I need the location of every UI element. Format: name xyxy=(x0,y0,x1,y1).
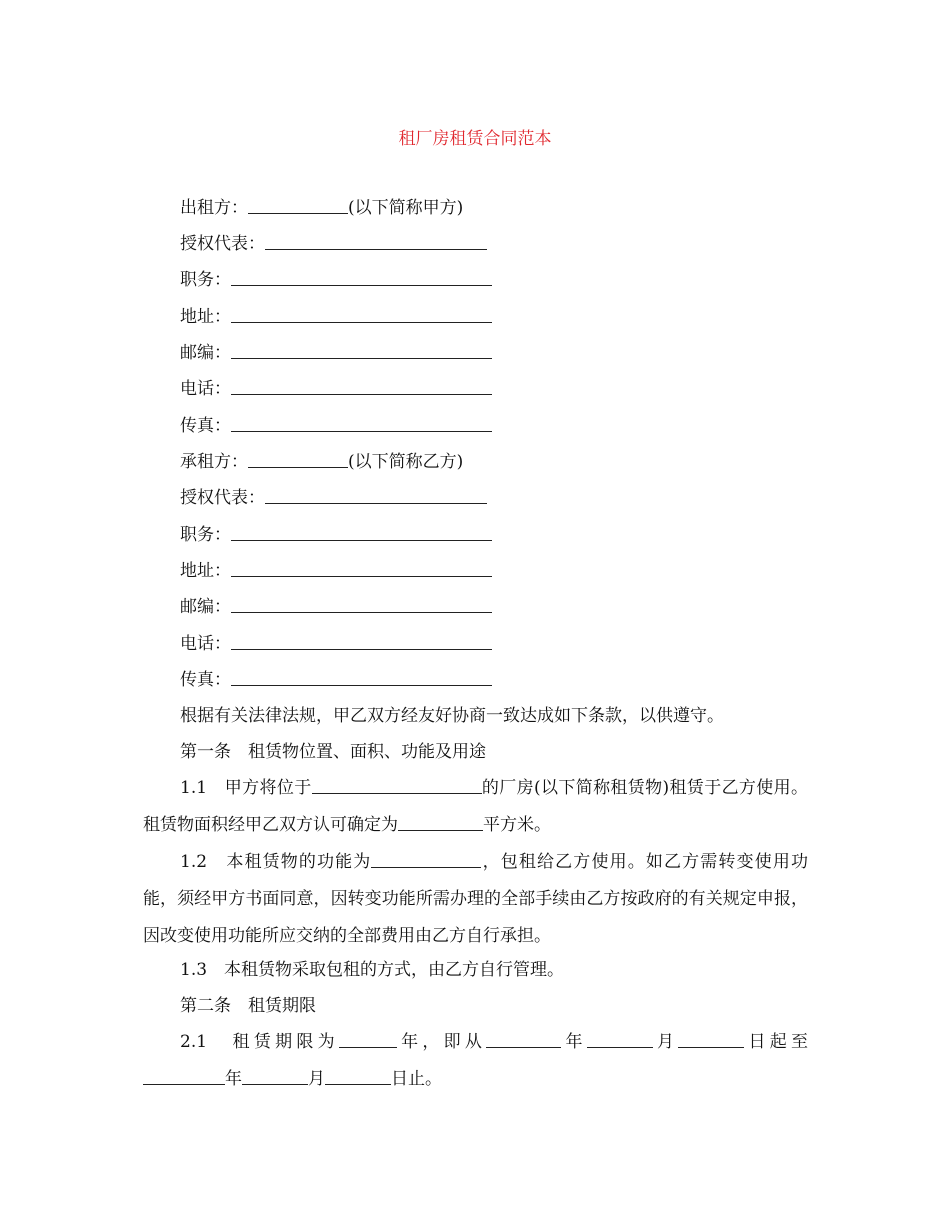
lessor-party-line xyxy=(180,195,463,221)
lessee-fax-label: 传真： xyxy=(180,670,231,690)
lessor-address-blank[interactable] xyxy=(231,304,492,323)
clause-2-1-part-e: 日起至 xyxy=(744,1032,809,1052)
term-years-blank[interactable] xyxy=(339,1029,397,1048)
lessee-position-line xyxy=(180,522,492,548)
lessee-postcode-line xyxy=(180,594,492,620)
lessee-postcode-blank[interactable] xyxy=(231,594,492,613)
clause-2-1-part-b: 年，即从 xyxy=(396,1032,487,1052)
clause-1-2-part-a: 1.2 本租赁物的功能为 xyxy=(180,852,372,872)
lessee-address-line xyxy=(180,558,492,584)
lessor-address-label: 地址： xyxy=(180,307,231,327)
lessee-address-blank[interactable] xyxy=(231,558,492,577)
location-blank[interactable] xyxy=(312,775,482,794)
start-day-blank[interactable] xyxy=(678,1029,744,1048)
lessor-postcode-label: 邮编： xyxy=(180,343,231,363)
lessor-phone-blank[interactable] xyxy=(231,376,492,395)
clause-2-1-part-d: 月 xyxy=(652,1032,679,1052)
lessor-position-blank[interactable] xyxy=(231,267,492,286)
article1-heading: 第一条 租赁物位置、面积、功能及用途 xyxy=(180,742,486,762)
function-blank[interactable] xyxy=(371,849,481,868)
clause-2-1-part-c: 年 xyxy=(561,1032,587,1052)
start-month-blank[interactable] xyxy=(587,1029,653,1048)
lessor-fax-blank[interactable] xyxy=(231,413,492,432)
lessor-phone-label: 电话： xyxy=(180,379,231,399)
lessor-postcode-blank[interactable] xyxy=(231,340,492,359)
clause-1-1 xyxy=(143,770,808,844)
lessor-postcode-line xyxy=(180,340,492,366)
lessee-phone-line xyxy=(180,631,492,657)
area-blank[interactable] xyxy=(398,812,483,831)
end-day-blank[interactable] xyxy=(325,1066,391,1085)
lessee-party-label: 承租方： xyxy=(180,452,248,472)
lessor-name-blank[interactable] xyxy=(248,195,348,214)
lessee-fax-blank[interactable] xyxy=(231,667,492,686)
lessor-fax-label: 传真： xyxy=(180,416,231,436)
document-title: 租厂房租赁合同范本 xyxy=(398,129,552,149)
lessee-party-line xyxy=(180,449,463,475)
clause-2-1-part-f: 年 xyxy=(225,1069,242,1089)
clause-2-1-part-g: 月 xyxy=(308,1069,325,1089)
lessor-address-line xyxy=(180,304,492,330)
clause-1-1-part-c: 平方米。 xyxy=(483,815,551,835)
clause-1-2 xyxy=(143,844,808,955)
lessor-rep-label: 授权代表： xyxy=(180,234,265,254)
end-year-blank[interactable] xyxy=(143,1066,225,1085)
lessee-rep-line xyxy=(180,485,487,511)
lessee-phone-blank[interactable] xyxy=(231,631,492,650)
clause-2-1 xyxy=(143,1024,808,1098)
end-month-blank[interactable] xyxy=(242,1066,308,1085)
lessee-party-suffix: (以下简称乙方) xyxy=(348,452,464,472)
article2-heading: 第二条 租赁期限 xyxy=(180,996,316,1016)
lessor-rep-line xyxy=(180,231,487,257)
start-year-blank[interactable] xyxy=(486,1029,561,1048)
intro-text: 根据有关法律法规，甲乙双方经友好协商一致达成如下条款，以供遵守。 xyxy=(180,706,724,726)
clause-1-3: 1.3 本租赁物采取包租的方式，由乙方自行管理。 xyxy=(180,960,565,980)
lessor-rep-blank[interactable] xyxy=(265,231,487,250)
clause-1-2-part-b: ，包租给乙方使用。如乙方需转变使用功能，须经甲方书面同意，因转变功能所需办理的全部手续由乙方按政府的有关规定申报，因改变使用功能所应交纳的全部费用由乙方自行承担。 xyxy=(143,852,808,946)
clause-2-1-part-h: 日止。 xyxy=(391,1069,442,1089)
lessee-rep-label: 授权代表： xyxy=(180,488,265,508)
lessor-phone-line xyxy=(180,376,492,402)
lessor-position-label: 职务： xyxy=(180,270,231,290)
clause-2-1-part-a: 2.1 租赁期限为 xyxy=(180,1032,339,1052)
lessee-postcode-label: 邮编： xyxy=(180,597,231,617)
lessor-fax-line xyxy=(180,413,492,439)
lessor-position-line xyxy=(180,267,492,293)
lessee-phone-label: 电话： xyxy=(180,634,231,654)
lessor-party-label: 出租方： xyxy=(180,198,248,218)
lessee-address-label: 地址： xyxy=(180,561,231,581)
lessee-name-blank[interactable] xyxy=(248,449,348,468)
clause-1-1-part-a: 1.1 甲方将位于 xyxy=(180,778,312,798)
lessee-fax-line xyxy=(180,667,492,693)
clause-1-1-part-b: 的厂房(以下简称租赁物)租赁于乙方使用。租赁物面积经甲乙双方认可确定为 xyxy=(143,778,809,835)
lessee-position-blank[interactable] xyxy=(231,522,492,541)
lessor-party-suffix: (以下简称甲方) xyxy=(348,198,464,218)
lessee-position-label: 职务： xyxy=(180,525,231,545)
lessee-rep-blank[interactable] xyxy=(265,485,487,504)
